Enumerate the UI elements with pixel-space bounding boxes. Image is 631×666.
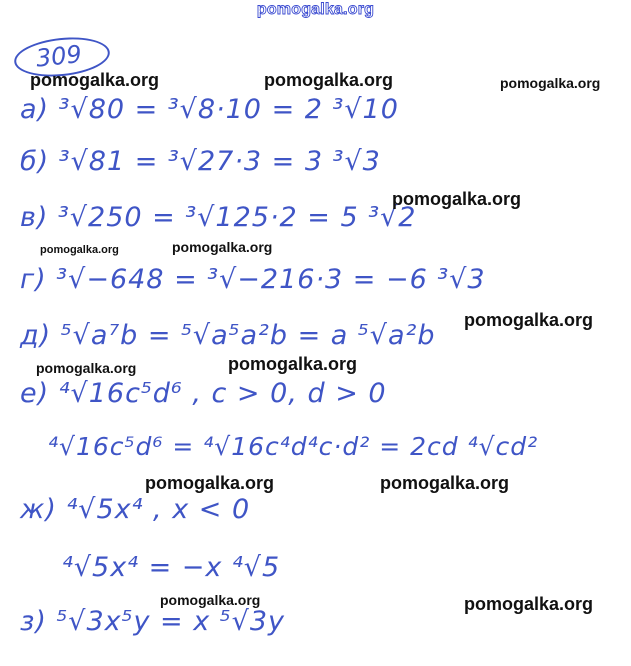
solution-line-v: в) ³√250 = ³√125·2 = 5 ³√2: [20, 202, 417, 233]
watermark: pomogalka.org: [36, 360, 137, 376]
watermark: pomogalka.org: [160, 592, 261, 608]
site-header[interactable]: pomogalka.org: [256, 1, 375, 18]
solution-line-a: а) ³√80 = ³√8·10 = 2 ³√10: [20, 94, 399, 125]
watermark: pomogalka.org: [264, 70, 394, 90]
watermark: pomogalka.org: [228, 354, 358, 374]
watermark: pomogalka.org: [500, 75, 601, 91]
watermark: pomogalka.org: [392, 189, 522, 209]
solution-line-e-result: ⁴√16c⁵d⁶ = ⁴√16c⁴d⁴c·d² = 2cd ⁴√cd²: [48, 432, 539, 461]
watermark: pomogalka.org: [30, 70, 160, 90]
watermark: pomogalka.org: [380, 473, 510, 493]
solution-line-d: д) ⁵√a⁷b = ⁵√a⁵a²b = a ⁵√a²b: [20, 320, 436, 351]
watermark: pomogalka.org: [40, 244, 119, 256]
watermark: pomogalka.org: [145, 473, 275, 493]
watermark: pomogalka.org: [464, 310, 594, 330]
watermark: pomogalka.org: [172, 239, 273, 255]
solution-line-e-condition: е) ⁴√16c⁵d⁶ , c > 0, d > 0: [20, 378, 387, 409]
solution-line-zh-condition: ж) ⁴√5x⁴ , x < 0: [20, 494, 251, 525]
problem-number: 309: [34, 40, 84, 73]
solution-line-b: б) ³√81 = ³√27·3 = 3 ³√3: [20, 146, 381, 177]
solution-line-zh-result: ⁴√5x⁴ = −x ⁴√5: [62, 552, 281, 583]
solution-line-g: г) ³√−648 = ³√−216·3 = −6 ³√3: [20, 264, 486, 295]
solution-line-z: з) ⁵√3x⁵y = x ⁵√3y: [20, 606, 285, 637]
watermark: pomogalka.org: [464, 594, 594, 614]
